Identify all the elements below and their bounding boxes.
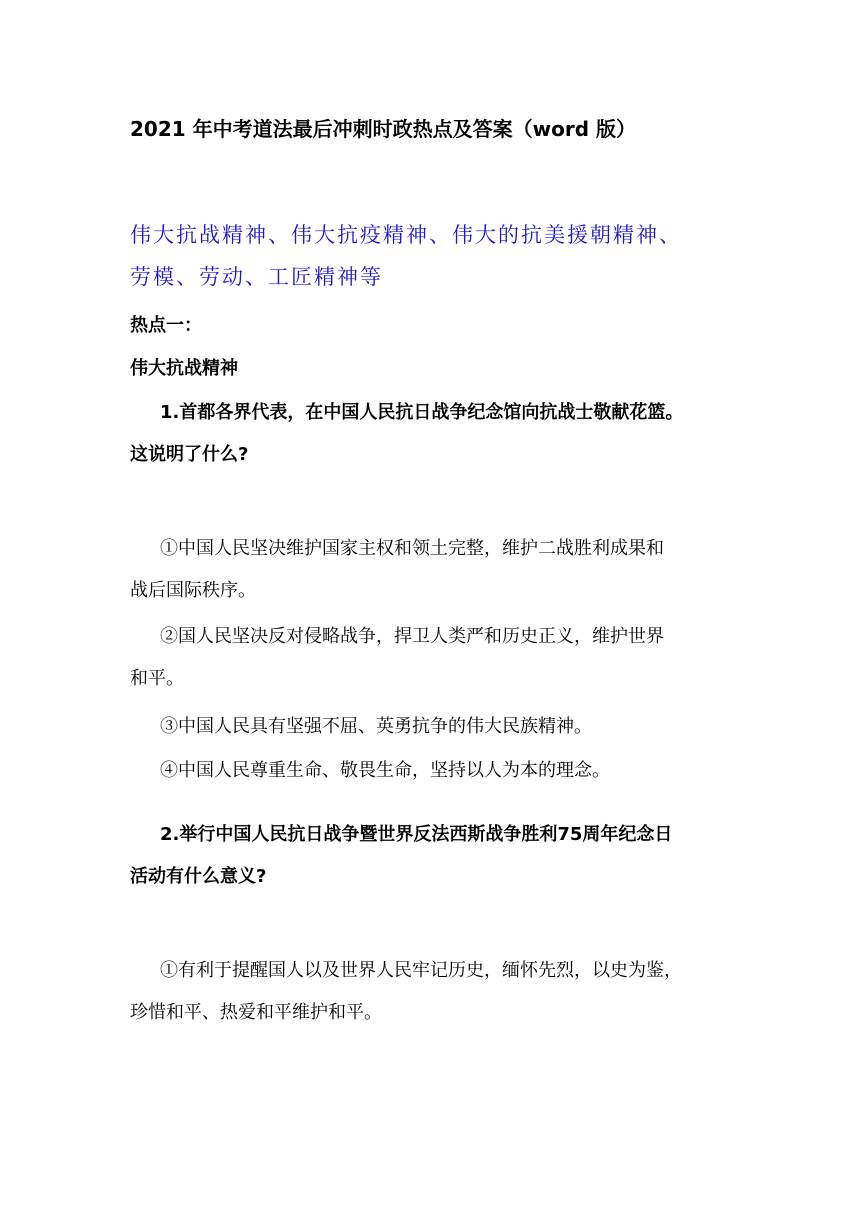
- question-1-line-1: 1.首都各界代表，在中国人民抗日战争纪念馆向抗战士敬献花篮。: [160, 402, 684, 423]
- answer-1-1: [130, 528, 732, 612]
- question-2-line-1: 2.举行中国人民抗日战争暨世界反法西斯战争胜利75周年纪念日: [160, 824, 673, 845]
- answer-1-3: [130, 706, 732, 748]
- answer-line: 战后国际秩序。: [130, 580, 256, 601]
- hotspot-label: 热点一：: [130, 315, 202, 336]
- answer-line: 珍惜和平、热爱和平维护和平。: [130, 1002, 382, 1023]
- section-heading-line-2: 劳模、劳动、工匠精神等: [130, 265, 383, 289]
- section-heading: [130, 214, 750, 298]
- topic-heading: 伟大抗战精神: [130, 358, 238, 379]
- section-heading-line-1: 伟大抗战精神、伟大抗疫精神、伟大的抗美援朝精神、: [130, 223, 682, 247]
- answer-line: ③中国人民具有坚强不屈、英勇抗争的伟大民族精神。: [160, 716, 592, 737]
- question-1-line-2: 这说明了什么?: [130, 444, 249, 465]
- question-2: [130, 814, 730, 898]
- answer-line: ②国人民坚决反对侵略战争，捍卫人类严和历史正义，维护世界: [160, 626, 664, 647]
- answer-line: ①中国人民坚决维护国家主权和领土完整，维护二战胜利成果和: [160, 538, 664, 559]
- question-2-line-2: 活动有什么意义?: [130, 866, 267, 887]
- answer-line: ④中国人民尊重生命、敬畏生命，坚持以人为本的理念。: [160, 760, 610, 781]
- document-title: 2021 年中考道法最后冲刺时政热点及答案（word 版）: [130, 117, 636, 141]
- question-1: [130, 392, 730, 476]
- answer-1-4: [130, 750, 732, 792]
- answer-line: 和平。: [130, 668, 184, 689]
- answer-line: ①有利于提醒国人以及世界人民牢记历史，缅怀先烈，以史为鉴，: [160, 960, 682, 981]
- answer-1-2: [130, 616, 732, 700]
- answer-2-1: [130, 950, 732, 1034]
